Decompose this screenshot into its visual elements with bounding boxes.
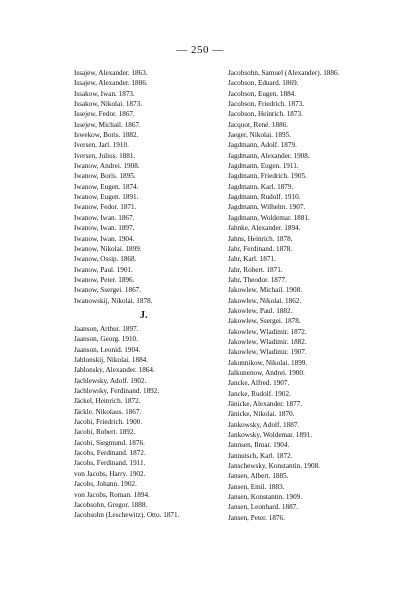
list-item: Issejew, Michail. 1867. [74, 120, 141, 129]
list-item: Jacobi, Robert. 1892. [74, 428, 136, 437]
list-item: Jacobs, Ferdinand. 1872. [74, 449, 146, 458]
list-item: Jakowlew, Paul. 1882. [228, 306, 293, 315]
list-item: Jablonsky, Alexander. 1864. [74, 366, 155, 375]
list-item: Jahr, Robert. 1871. [228, 265, 283, 274]
list-item: Jagdmann, Friedrich. 1905. [228, 172, 307, 181]
list-item: Jacobson, Eugen. 1884. [228, 89, 297, 98]
list-item: Jakunnikow, Nikolai. 1899. [228, 358, 308, 367]
list-item: Iwanow, Nikolai. 1899. [74, 244, 142, 253]
list-item: Jakowlew, Michail. 1908. [228, 286, 302, 295]
list-item: Issakow, Nikolai. 1873. [74, 100, 143, 109]
list-item: Iwanow, Ossip. 1868. [74, 255, 137, 264]
list-item: Jannsen, Ilmar. 1904. [228, 441, 290, 450]
list-item: Jansen, Peter. 1876. [228, 513, 285, 522]
list-item: Iwanowskij, Nikolai. 1878. [74, 296, 153, 305]
page-number: — 250 — [176, 44, 224, 56]
list-item: Jacobi, Siegmund. 1876. [74, 438, 145, 447]
list-item: Jablonskij, Nikolai. 1884. [74, 356, 149, 365]
list-item: Jahr, Theodor. 1877. [228, 275, 287, 284]
list-item: Jacobsohn, Samuel (Alexander). 1886. [228, 69, 340, 77]
list-item: Iwanow, Iwan. 1867. [74, 213, 135, 222]
list-item: Jaanson, Leonid. 1904. [74, 345, 141, 354]
list-item: Iwanow, Andrei. 1908. [74, 162, 140, 171]
list-item: Issajew, Alexander. 1863. [74, 69, 148, 77]
list-item: Jansen, Leonhard. 1887. [228, 503, 299, 512]
list-item: Jacobson, Heinrich. 1873. [228, 110, 303, 119]
list-item: Jänicke, Nikolai. 1870. [228, 410, 295, 419]
list-item: Jalkunenow, Andrei. 1900. [228, 368, 305, 377]
list-item: Iwanow, Iwan. 1897. [74, 224, 135, 233]
list-item: Jachlewsky, Ferdinand. 1892. [74, 387, 160, 396]
list-item: Jacobsohn (Leschewitz), Otto. 1871. [74, 511, 180, 520]
list-item: Iversen, Julius. 1881. [74, 151, 136, 160]
list-item: Jacquot, René. 1886. [228, 120, 289, 129]
list-item: Jacobs, Ferdinand. 1911. [74, 459, 146, 468]
list-item: Jansen, Konstantin. 1909. [228, 493, 303, 502]
list-item: Jäckel, Heinrich. 1872. [74, 397, 141, 406]
list-item: Jahns, Heinrich. 1878. [228, 234, 293, 243]
list-item: Iwanow, Paul. 1901. [74, 265, 133, 274]
list-item: Jahr, Ferdinand. 1878. [228, 244, 293, 253]
list-item: Iwanow, Iwan. 1904. [74, 234, 135, 243]
list-item: Iwanow, Ssergei. 1867. [74, 286, 142, 295]
list-item: Jacobi, Friedrich. 1900. [74, 418, 143, 427]
list-item: Jacobs, Johann. 1902. [74, 480, 137, 489]
list-item: Iversen, Jarl. 1910. [74, 141, 129, 150]
list-item: Jänicke, Alexander. 1877. [228, 400, 303, 408]
list-item: Jakowlew, Wladimir. 1907. [228, 348, 307, 357]
right-column-list [228, 68, 388, 523]
left-column-list-j [74, 324, 224, 521]
list-item: Iwanow, Eugen. 1891. [74, 193, 139, 202]
list-item: Iswekow, Boris. 1882. [74, 131, 139, 140]
list-item: Jachlewsky, Adolf. 1902. [74, 376, 147, 385]
list-item: Jacobson, Friedrich. 1873. [228, 100, 305, 109]
list-item: Jagdmann, Eugen. 1911. [228, 162, 299, 171]
list-item: Jakowlew, Ssergei. 1878. [228, 317, 301, 326]
list-item: Jagdmann, Rudolf. 1910. [228, 193, 301, 202]
list-item: Jancke, Rudolf. 1902. [228, 389, 291, 398]
list-item: Issejew, Fedor. 1867. [74, 110, 135, 119]
list-item: Jannutsch, Karl. 1872. [228, 451, 293, 460]
list-item: Iwanow, Peter. 1896. [74, 275, 135, 284]
list-item: Janschewsky, Konstantin. 1908. [228, 462, 320, 471]
left-column-list-i [74, 68, 224, 306]
list-item: Jaanson, Arthur. 1897. [74, 325, 139, 333]
list-item: Jäckle, Nikolaus. 1867. [74, 407, 142, 416]
section-heading-letter: J. [140, 310, 148, 321]
list-item: Jagdmann, Woldemar. 1881. [228, 213, 310, 222]
list-item: Iwanow, Eugen. 1874. [74, 182, 139, 191]
list-item: Issakow, Iwan. 1873. [74, 89, 135, 98]
list-item: von Jacobs, Harry. 1902. [74, 469, 146, 478]
list-item: Jakowlew, Wladimir. 1882. [228, 337, 307, 346]
list-item: Jankowsky, Adolf. 1887. [228, 420, 300, 429]
list-item: Jankowsky, Woldemar. 1891. [228, 431, 313, 440]
list-item: Iwanow, Boris. 1895. [74, 172, 136, 181]
list-item: Jakowlew, Wladimir. 1872. [228, 327, 307, 336]
list-item: Jahnke, Alexander. 1894. [228, 224, 301, 233]
list-item: Jansen, Emil. 1883. [228, 482, 285, 491]
list-item: Jacobsohn, Gregor. 1888. [74, 500, 148, 509]
list-item: Jagdmann, Karl. 1879. [228, 182, 294, 191]
list-item: Jacobson, Eduard. 1869. [228, 79, 299, 88]
list-item: Issajew, Alexander. 1886. [74, 79, 148, 88]
list-item: Jagdmann, Wilhelm. 1907. [228, 203, 306, 212]
list-item: Jaeger, Nikolai. 1895. [228, 131, 291, 140]
list-item: Jahr, Karl. 1871. [228, 255, 276, 264]
list-item: Jaanson, Georg. 1910. [74, 335, 138, 344]
list-item: Jansen, Albert. 1885. [228, 472, 289, 481]
list-item: Iwanow, Fedor. 1871. [74, 203, 137, 212]
list-item: von Jacobs, Roman. 1894. [74, 490, 150, 499]
list-item: Jagdmann, Adolf. 1879. [228, 141, 297, 150]
list-item: Jagdmann, Alexander. 1908. [228, 151, 310, 160]
list-item: Jakowlew, Nikolai. 1862. [228, 296, 302, 305]
list-item: Jancke, Alfred. 1907. [228, 379, 290, 388]
